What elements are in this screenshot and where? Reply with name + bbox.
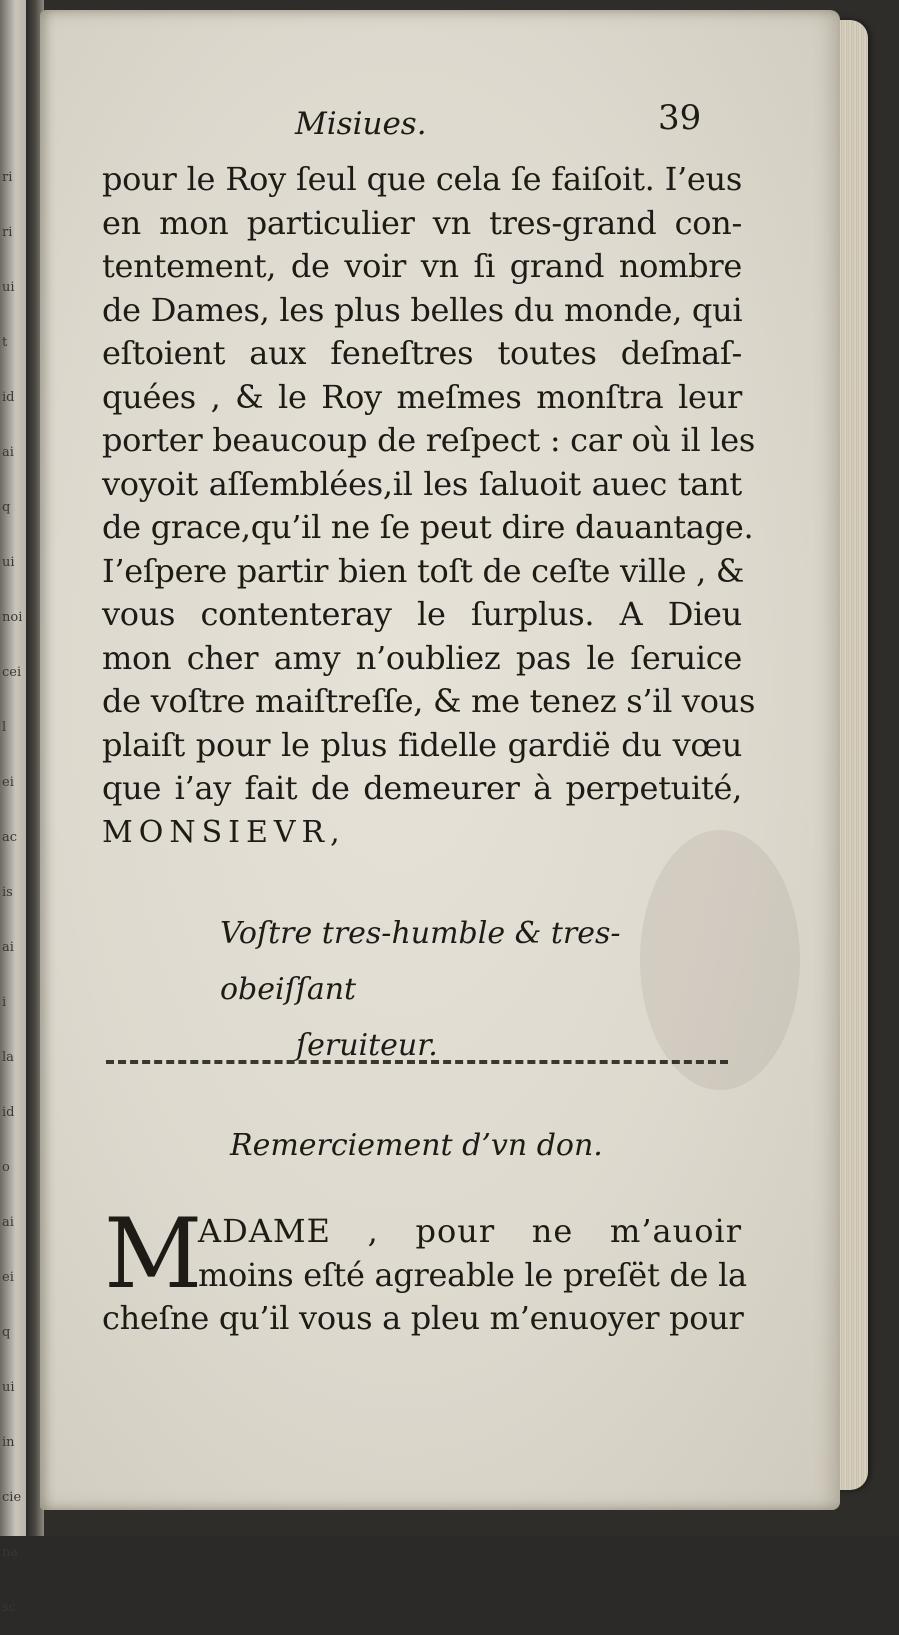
running-head: Misiues.: [295, 106, 427, 142]
facing-page-fragment: ri: [2, 170, 13, 185]
salutation: MONSIEVR,: [102, 814, 346, 850]
letter-line: cheſne qu’il vous a pleu m’enuoyer pour: [102, 1299, 744, 1337]
facing-page-fragment: ai: [2, 445, 14, 460]
body-line: que i’ay fait de demeurer à perpetuité,: [102, 769, 742, 807]
body-line: de Dames, les plus belles du monde, qui: [102, 290, 743, 329]
facing-page-fragment: noi: [2, 610, 23, 625]
letter-first-line: ADAME , pour ne m’auoir: [198, 1212, 742, 1250]
body-line: pour le Roy ſeul que cela ſe faiſoit. I’eus: [102, 160, 742, 198]
body-text: [102, 158, 756, 854]
facing-page-edge: [0, 0, 26, 1615]
facing-page-fragment: q: [2, 1325, 11, 1340]
facing-page-fragment: i: [2, 995, 7, 1010]
facing-page-fragment: ui: [2, 280, 15, 295]
body-line: de voſtre maiſtreſſe, & me tenez s’il vous: [102, 682, 756, 720]
body-line: en mon particulier vn tres-grand con-: [102, 203, 742, 242]
facing-page-fragment: ui: [2, 555, 15, 570]
body-line: quées , & le Roy meſmes monſtra leur: [102, 377, 742, 416]
facing-page-fragment: t: [2, 335, 8, 350]
facing-page-fragment: l: [2, 720, 7, 735]
facing-page-fragment: ei: [2, 775, 14, 790]
facing-page-fragment: is: [2, 885, 13, 900]
section-divider-rule: [106, 1060, 728, 1068]
facing-page-fragment: id: [2, 390, 15, 405]
facing-page-fragment: sc: [2, 1600, 16, 1615]
letter-text: [102, 1210, 747, 1341]
closing-formula: [220, 906, 740, 1074]
closing-line-1: Voſtre tres-humble & tres-obeiſſant: [220, 916, 621, 1007]
facing-page-fragment: ui: [2, 1380, 15, 1395]
body-line: mon cher amy n’oubliez pas le ſeruice: [102, 638, 742, 677]
letter-line: moins eſté agreable le preſët de la: [198, 1255, 747, 1294]
facing-page-fragment: ai: [2, 940, 14, 955]
body-line: voyoit aſſemblées,il les ſaluoit auec tant: [102, 464, 742, 503]
page-number: 39: [658, 98, 702, 138]
body-line: tentement, de voir vn ſi grand nombre: [102, 247, 742, 285]
body-line: porter beaucoup de reſpect : car où il les: [102, 421, 756, 459]
book-page: [40, 10, 840, 1510]
body-line: I’eſpere partir bien toſt de ceſte ville , &: [102, 551, 745, 590]
closing-line-2: ſeruiteur.: [296, 1028, 438, 1063]
body-line: vous contenteray le ſurplus. A Dieu: [102, 595, 742, 633]
facing-page-fragment: cie: [2, 1490, 22, 1505]
facing-page-fragment: id: [2, 1105, 15, 1120]
drop-cap: M: [104, 1198, 203, 1310]
facing-page-fragment: ri: [2, 225, 13, 240]
body-line: plaiſt pour le plus fidelle gardië du vœu: [102, 725, 742, 764]
body-line: de grace,qu’il ne ſe peut dire dauantage.: [102, 508, 754, 546]
facing-page-fragment: la: [2, 1050, 14, 1065]
facing-page-fragment: ac: [2, 830, 18, 845]
facing-page-fragment: o: [2, 1160, 10, 1175]
facing-page-fragment: in: [2, 1435, 15, 1450]
facing-page-fragment: na: [2, 1545, 19, 1560]
section-title: Remerciement d’vn don.: [230, 1128, 603, 1163]
facing-page-fragment: cei: [2, 665, 22, 680]
facing-page-fragment: ei: [2, 1270, 14, 1285]
facing-page-fragment: q: [2, 500, 11, 515]
body-line: eſtoient aux feneſtres toutes deſmaſ-: [102, 334, 742, 372]
facing-page-fragment: ai: [2, 1215, 14, 1230]
facing-page-fragments: [2, 150, 26, 1635]
